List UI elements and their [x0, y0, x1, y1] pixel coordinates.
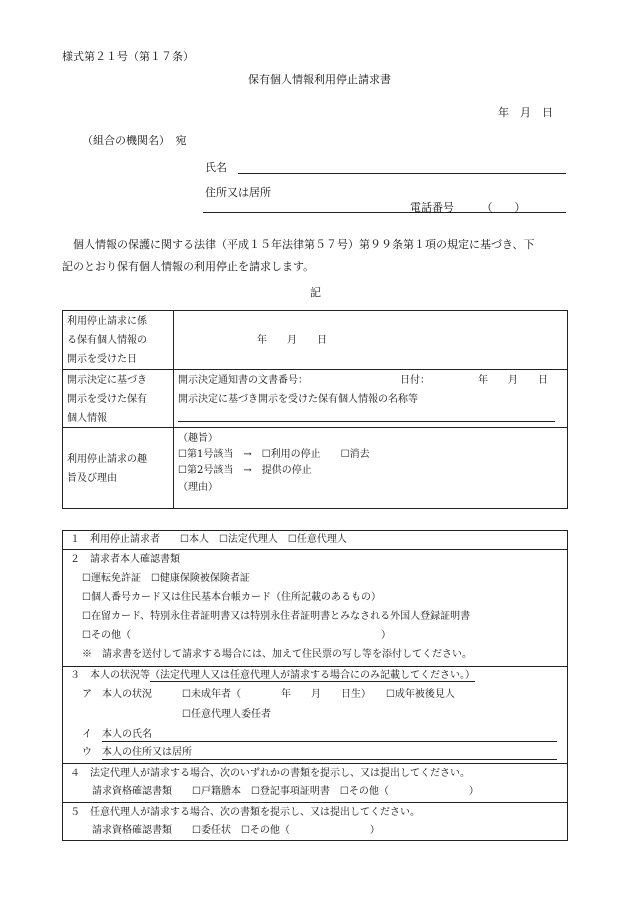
table1-divider — [173, 310, 174, 509]
reason-head: （理由） — [178, 482, 218, 493]
section1-requester-type[interactable]: １ 利用停止請求者 ☐本人 ☐法定代理人 ☐任意代理人 — [70, 534, 347, 545]
principal-status-label: ア 本人の状況 — [82, 689, 152, 700]
row3-label-1: 利用停止請求の趣 — [67, 454, 147, 465]
addressee: （組合の機関名） 宛 — [82, 134, 187, 147]
info-name-field[interactable] — [178, 421, 555, 422]
row2-label-1: 開示決定に基づき — [67, 375, 147, 386]
address-field[interactable] — [203, 212, 566, 213]
disclosure-date-field[interactable]: 年 月 日 — [257, 335, 327, 346]
section3-title: ３ 本人の状況等 — [70, 670, 150, 681]
section5-docs[interactable]: 請求資格確認書類 ☐委任状 ☐その他（ ） — [92, 825, 380, 836]
section2-head: ２ 請求者本人確認書類 — [70, 554, 180, 565]
ki-heading: 記 — [310, 286, 321, 299]
row2-label-3: 個人情報 — [67, 413, 107, 424]
principal-status-option-2[interactable]: ☐任意代理人委任者 — [182, 709, 271, 720]
id-doc-note: ※ 請求書を送付して請求する場合には、加えて住民票の写し等を添付してください。 — [82, 649, 472, 660]
section5-head: ５ 任意代理人が請求する場合、次の書類を提示し、又は提出してください。 — [70, 807, 420, 818]
notice-date-ymd[interactable]: 年 月 日 — [478, 375, 548, 386]
row1-label-2: る保有個人情報の — [67, 335, 147, 346]
principal-address-field[interactable] — [102, 759, 557, 760]
id-doc-option-1[interactable]: ☐運転免許証 ☐健康保険被保険者証 — [82, 573, 250, 584]
id-doc-option-3[interactable]: ☐在留カード、特別永住者証明書又は特別永住者証明書とみなされる外国人登録証明書 — [82, 611, 471, 622]
document-number-label[interactable]: 開示決定通知書の文書番号： — [178, 375, 308, 386]
purpose-option-1[interactable]: ☐第1号該当 → ☐利用の停止 ☐消去 — [178, 449, 370, 460]
purpose-head: （趣旨） — [178, 433, 218, 444]
date-line[interactable]: 年 月 日 — [498, 106, 553, 119]
row1-label-3: 開示を受けた日 — [67, 354, 137, 365]
id-doc-option-2[interactable]: ☐個人番号カード又は住民基本台帳カード（住所記載のあるもの） — [82, 592, 381, 603]
address-label: 住所又は居所 — [205, 186, 271, 199]
id-doc-option-other[interactable]: ☐その他（ ） — [82, 630, 391, 641]
form-number: 様式第２１号（第１７条） — [62, 50, 194, 63]
body-line-1: 個人情報の保護に関する法律（平成１５年法律第５７号）第９９条第１項の規定に基づき、下 — [62, 238, 535, 251]
page-title: 保有個人情報利用停止請求書 — [248, 73, 391, 86]
principal-address-label: ウ 本人の住所又は居所 — [82, 747, 192, 758]
row1-label-1: 利用停止請求に係 — [67, 316, 147, 327]
section4-head: ４ 法定代理人が請求する場合、次のいずれかの書類を提示し、又は提出してください。 — [70, 768, 470, 779]
name-field[interactable] — [238, 173, 566, 174]
info-name-label: 開示決定に基づき開示を受けた保有個人情報の名称等 — [178, 394, 418, 405]
principal-name-label: イ 本人の氏名 — [82, 729, 152, 740]
section4-docs[interactable]: 請求資格確認書類 ☐戸籍謄本 ☐登記事項証明書 ☐その他（ ） — [92, 786, 479, 797]
body-line-2: 記のとおり保有個人情報の利用停止を請求します。 — [62, 260, 315, 273]
name-label: 氏名 — [205, 161, 227, 174]
notice-date-label[interactable]: 日付： — [400, 375, 430, 386]
row3-label-2: 旨及び理由 — [67, 473, 117, 484]
section3-note: （法定代理人又は任意代理人が請求する場合にのみ記載してください。） — [150, 670, 475, 681]
principal-status-options[interactable]: ☐未成年者（ 年 月 日生） ☐成年被後見人 — [182, 689, 455, 700]
row2-label-2: 開示を受けた保有 — [67, 394, 147, 405]
section3-head — [70, 665, 475, 686]
purpose-option-2[interactable]: ☐第2号該当 → 提供の停止 — [178, 465, 312, 476]
phone-label: 電話番号 （ ） — [410, 201, 526, 214]
